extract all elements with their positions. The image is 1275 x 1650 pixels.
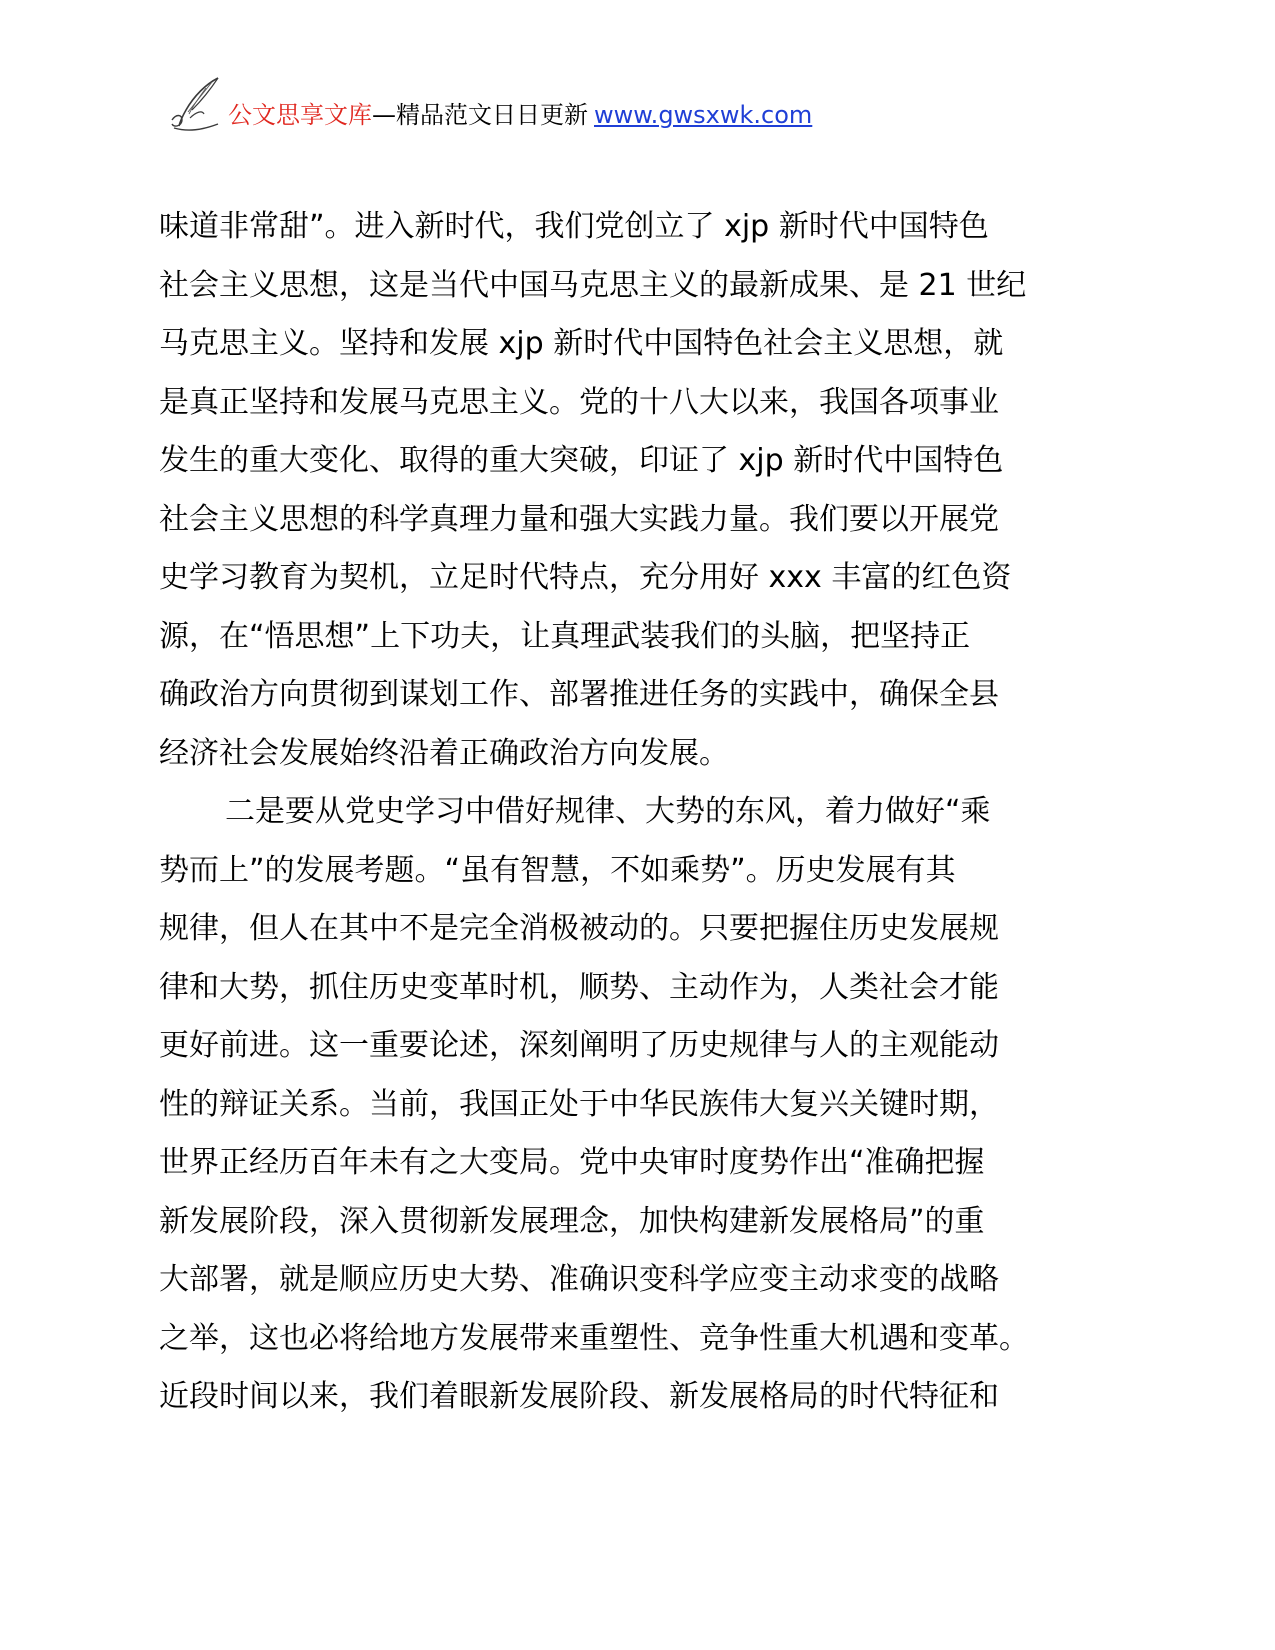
header-dash: — bbox=[372, 101, 396, 129]
body-line: 史学习教育为契机，立足时代特点，充分用好 xxx 丰富的红色资 bbox=[159, 560, 1012, 595]
document-body bbox=[159, 198, 1119, 1427]
body-line: 是真正坚持和发展马克思主义。党的十八大以来，我国各项事业 bbox=[159, 384, 999, 420]
body-line: 世界正经历百年未有之大变局。党中央审时度势作出“准确把握 bbox=[159, 1145, 985, 1180]
body-line: 大部署，就是顺应历史大势、准确识变科学应变主动求变的战略 bbox=[159, 1262, 999, 1297]
brand-name: 公文思享文库 bbox=[228, 101, 372, 129]
body-line: 之举，这也必将给地方发展带来重塑性、竞争性重大机遇和变革。 bbox=[159, 1320, 1029, 1356]
body-line: 规律，但人在其中不是完全消极被动的。只要把握住历史发展规 bbox=[159, 911, 999, 946]
body-line: 发生的重大变化、取得的重大突破，印证了 xjp 新时代中国特色 bbox=[159, 443, 1004, 478]
body-line: 社会主义思想，这是当代中国马克思主义的最新成果、是 21 世纪 bbox=[159, 267, 1027, 303]
body-line: 源，在“悟思想”上下功夫，让真理武装我们的头脑，把坚持正 bbox=[159, 618, 971, 654]
body-line: 确政治方向贯彻到谋划工作、部署推进任务的实践中，确保全县 bbox=[159, 677, 999, 712]
header-tagline: 精品范文日日更新 bbox=[396, 101, 588, 129]
body-line: 马克思主义。坚持和发展 xjp 新时代中国特色社会主义思想，就 bbox=[159, 326, 1004, 361]
quill-pen-icon bbox=[168, 74, 224, 134]
body-line: 近段时间以来，我们着眼新发展阶段、新发展格局的时代特征和 bbox=[159, 1379, 999, 1414]
site-url-link[interactable]: www.gwsxwk.com bbox=[594, 101, 813, 129]
body-line: 势而上”的发展考题。“虽有智慧，不如乘势”。历史发展有其 bbox=[159, 852, 956, 888]
paragraph-start-line: 二是要从党史学习中借好规律、大势的东风，着力做好“乘 bbox=[225, 794, 991, 829]
body-line: 经济社会发展始终沿着正确政治方向发展。 bbox=[159, 735, 729, 771]
body-line: 律和大势，抓住历史变革时机，顺势、主动作为，人类社会才能 bbox=[159, 969, 999, 1005]
body-line: 更好前进。这一重要论述，深刻阐明了历史规律与人的主观能动 bbox=[159, 1028, 999, 1063]
body-line: 社会主义思想的科学真理力量和强大实践力量。我们要以开展党 bbox=[159, 501, 999, 537]
body-line: 味道非常甜”。进入新时代，我们党创立了 xjp 新时代中国特色 bbox=[159, 209, 989, 244]
body-line: 性的辩证关系。当前，我国正处于中华民族伟大复兴关键时期， bbox=[159, 1086, 999, 1122]
header-title bbox=[228, 100, 812, 134]
body-line: 新发展阶段，深入贯彻新发展理念，加快构建新发展格局”的重 bbox=[159, 1203, 985, 1239]
page-header bbox=[168, 72, 812, 134]
